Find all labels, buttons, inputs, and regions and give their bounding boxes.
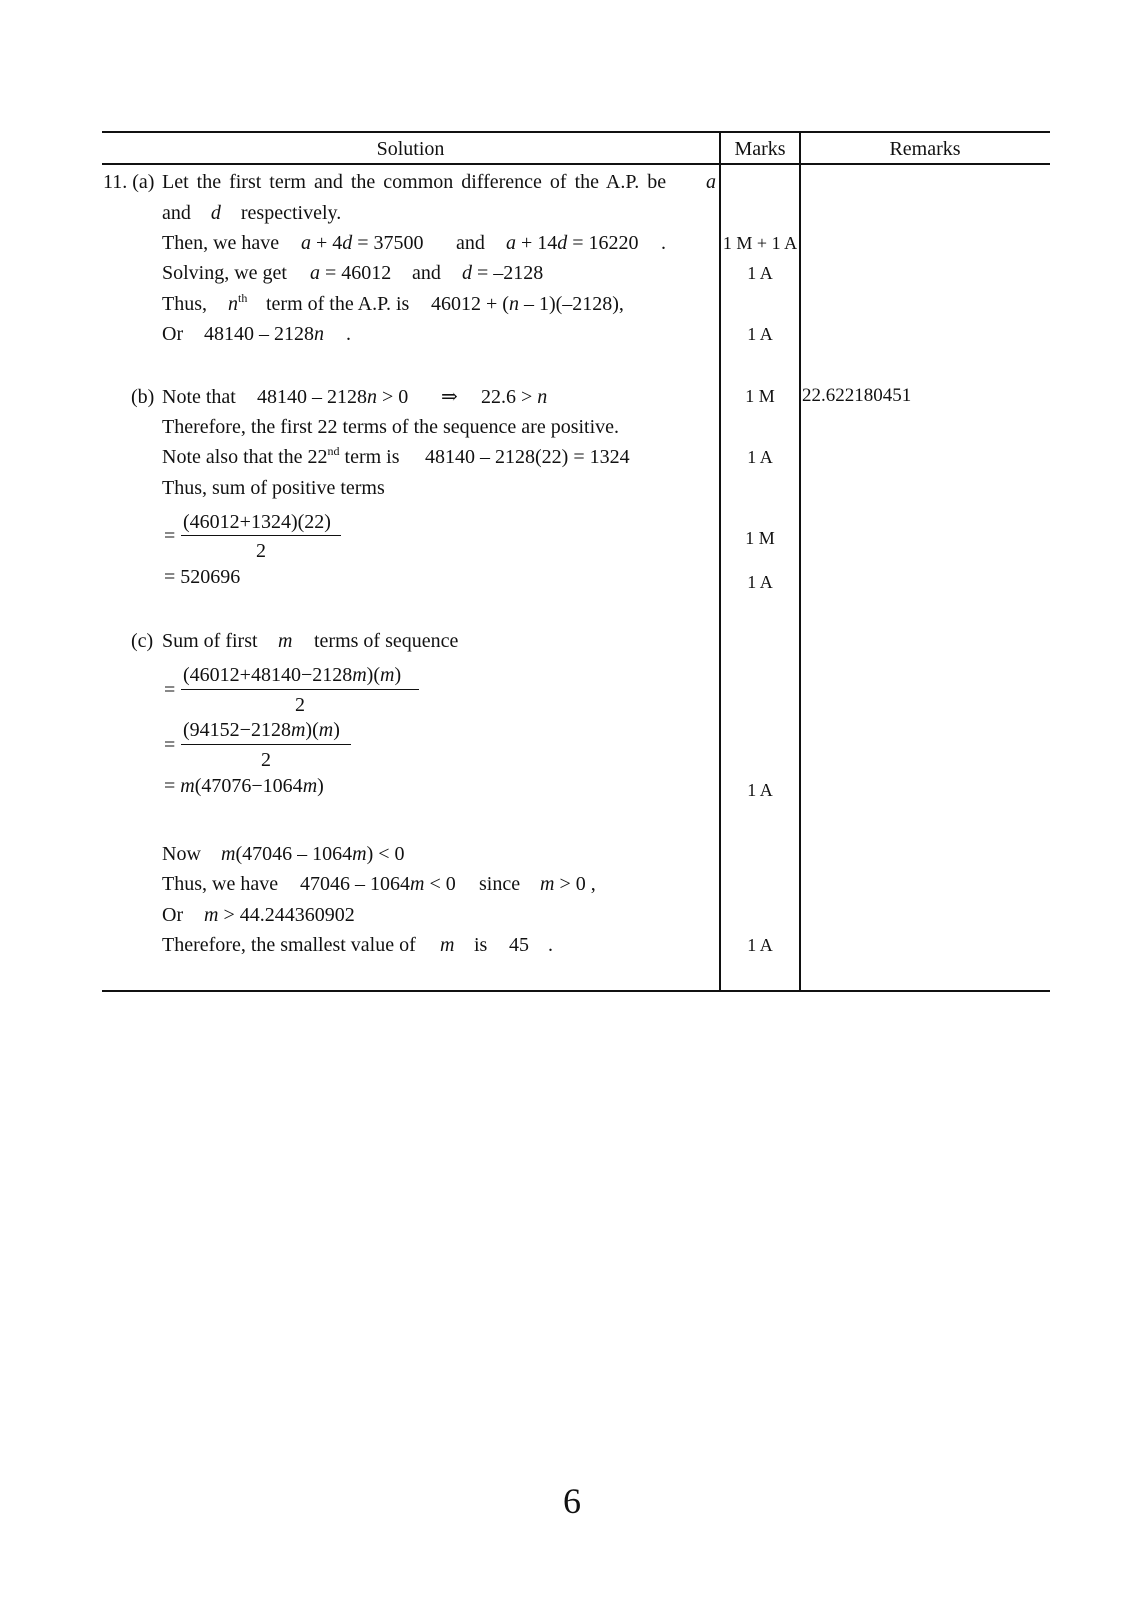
eq1-value: = 37500 bbox=[357, 232, 424, 254]
var-m: m bbox=[380, 664, 395, 686]
nd-superscript: nd bbox=[327, 444, 340, 458]
marks-column-left-rule bbox=[719, 131, 721, 991]
marks-c-1: 1 A bbox=[747, 780, 773, 800]
part-a-line-1 bbox=[162, 170, 666, 194]
expr-text: 48140 – 2128 bbox=[257, 386, 367, 408]
num-text: )( bbox=[366, 664, 380, 686]
part-c-var-m: m bbox=[278, 630, 293, 652]
var-n: n bbox=[508, 293, 519, 315]
var-m: m bbox=[410, 873, 425, 895]
var-d: d bbox=[557, 232, 568, 254]
th-superscript: th bbox=[238, 291, 248, 305]
var-m: m bbox=[204, 904, 219, 926]
var-m: m bbox=[540, 873, 555, 895]
note-also-text: Note also that the 22 bbox=[162, 446, 328, 468]
part-b-inequality bbox=[257, 385, 408, 409]
expr-part-2: – 1)(–2128), bbox=[523, 293, 624, 315]
var-n: n bbox=[228, 293, 238, 315]
part-c-since: since bbox=[479, 873, 521, 895]
header-marks: Marks bbox=[734, 138, 786, 160]
part-b-frac-num: (46012+1324)(22) bbox=[183, 511, 331, 533]
part-b-line-3 bbox=[162, 445, 400, 469]
marks-a-2: 1 A bbox=[747, 263, 773, 283]
part-c-factored bbox=[164, 774, 324, 798]
a-value: = 46012 bbox=[325, 262, 392, 284]
part-a-solution-d bbox=[462, 261, 543, 285]
num-text: )( bbox=[305, 719, 319, 741]
table-header-rule bbox=[102, 163, 1050, 165]
remarks-column-left-rule bbox=[799, 131, 801, 991]
part-a-or: Or bbox=[162, 323, 184, 345]
var-d: d bbox=[462, 262, 472, 284]
var-m: m bbox=[318, 719, 334, 741]
part-c-m-positive bbox=[540, 872, 596, 896]
expr-text: 47046 – 1064 bbox=[300, 873, 410, 895]
part-a-nth-term-expr bbox=[431, 292, 624, 316]
then-text: Then, we have bbox=[162, 232, 280, 254]
part-b-result bbox=[481, 385, 547, 409]
var-m: m bbox=[180, 775, 195, 797]
part-c-frac1-num bbox=[183, 663, 401, 687]
part-a-line-3 bbox=[162, 231, 279, 255]
expr-text: ) < 0 bbox=[366, 843, 405, 865]
marks-b-4: 1 A bbox=[747, 572, 773, 592]
part-c-frac2-den: 2 bbox=[261, 749, 271, 771]
lt-zero: < 0 bbox=[429, 873, 456, 895]
num-text: (94152−2128 bbox=[183, 719, 291, 741]
d-value: = –2128 bbox=[477, 262, 544, 284]
marks-b-3: 1 M bbox=[745, 528, 775, 548]
part-a-line-5 bbox=[162, 292, 207, 316]
part-b-frac-den: 2 bbox=[256, 540, 266, 562]
expr-text: (47076−1064 bbox=[194, 775, 303, 797]
num-text: ) bbox=[333, 719, 340, 741]
page-number: 6 bbox=[563, 1481, 581, 1521]
part-a-nth bbox=[228, 292, 247, 316]
header-solution: Solution bbox=[376, 138, 445, 160]
part-b-equals: = bbox=[164, 525, 176, 547]
part-a-and: and bbox=[456, 232, 485, 254]
var-m: m bbox=[352, 664, 367, 686]
part-b-result-sum: = 520696 bbox=[164, 566, 241, 588]
part-b-fraction-bar bbox=[181, 535, 341, 536]
var-a: a bbox=[301, 232, 311, 254]
part-a-solution-and: and bbox=[412, 262, 441, 284]
var-d: d bbox=[342, 232, 353, 254]
part-c-equals-2: = bbox=[164, 734, 176, 756]
table-top-rule bbox=[102, 131, 1050, 133]
part-c-sum-text: Sum of first bbox=[162, 630, 258, 652]
part-c-final-value: 45 bbox=[509, 934, 529, 956]
var-m: m bbox=[290, 719, 306, 741]
part-b-label: (b) bbox=[131, 386, 155, 408]
eq1-plus: + 4 bbox=[316, 232, 343, 254]
part-b-22nd-term: 48140 – 2128(22) = 1324 bbox=[425, 446, 630, 468]
part-b-line-2: Therefore, the first 22 terms of the sequence are positive. bbox=[162, 416, 620, 438]
part-c-final-dot: . bbox=[548, 934, 553, 956]
part-a-line-2 bbox=[162, 201, 341, 225]
part-c-final-is: is bbox=[474, 934, 488, 956]
var-m: m bbox=[352, 843, 367, 865]
expr-part-1: 46012 + ( bbox=[431, 293, 509, 315]
equals: = bbox=[164, 775, 176, 797]
thus-word: Thus, bbox=[162, 293, 207, 315]
part-a-final-dot: . bbox=[346, 323, 351, 345]
part-a-eq-dot: . bbox=[661, 232, 666, 254]
gt-zero: > 0 bbox=[382, 386, 409, 408]
part-b-note: Note that bbox=[162, 386, 236, 408]
part-c-or: Or bbox=[162, 904, 184, 926]
marks-c-2: 1 A bbox=[747, 935, 773, 955]
var-a: a bbox=[310, 262, 320, 284]
var-d: d bbox=[210, 202, 221, 224]
num-text: ) bbox=[394, 664, 402, 686]
result-text: 22.6 > bbox=[481, 386, 533, 408]
part-c-terms-text: terms of sequence bbox=[314, 630, 459, 652]
part-c-equals-1: = bbox=[164, 679, 176, 701]
part-a-final-expr bbox=[204, 322, 324, 346]
term-is-text: term is bbox=[344, 446, 400, 468]
expr-text: 48140 – 2128 bbox=[204, 323, 314, 345]
marks-b-2: 1 A bbox=[747, 447, 773, 467]
var-a: a bbox=[506, 232, 516, 254]
part-a-line-1-text: Let the first term and the common difference of the A.P. be bbox=[162, 171, 667, 193]
part-a-eq-1 bbox=[301, 231, 424, 255]
part-c-final-m: m bbox=[440, 934, 455, 956]
header-remarks: Remarks bbox=[889, 138, 961, 160]
part-a-term-text: term of the A.P. is bbox=[266, 293, 410, 315]
var-m: m bbox=[302, 775, 318, 797]
part-b-line-4: Thus, sum of positive terms bbox=[162, 477, 385, 499]
expr-text: ) bbox=[317, 775, 324, 797]
part-c-now-expr bbox=[221, 842, 405, 866]
part-c-fraction-bar-2 bbox=[181, 744, 351, 745]
marks-b-1: 1 M bbox=[745, 386, 775, 406]
var-m: m bbox=[221, 843, 236, 865]
remark-b: 22.622180451 bbox=[802, 385, 912, 406]
var-n: n bbox=[537, 386, 548, 408]
and-word: and bbox=[162, 202, 191, 224]
part-a-eq-2 bbox=[506, 231, 639, 255]
marks-a-1: 1 M + 1 A bbox=[722, 233, 798, 253]
implies-arrow: ⇒ bbox=[441, 386, 458, 408]
part-c-thus-expr bbox=[300, 872, 456, 896]
part-a-solution-a bbox=[310, 261, 391, 285]
eq2-plus: + 14 bbox=[521, 232, 558, 254]
part-c-now: Now bbox=[162, 843, 201, 865]
bound-value: > 44.244360902 bbox=[223, 904, 355, 926]
part-c-fraction-bar-1 bbox=[181, 689, 419, 690]
part-c-frac2-num bbox=[183, 718, 340, 742]
var-n: n bbox=[367, 386, 377, 408]
respectively-word: respectively. bbox=[240, 202, 342, 224]
part-c-or-expr bbox=[204, 903, 355, 927]
expr-text: (47046 – 1064 bbox=[235, 843, 353, 865]
num-text: (46012+48140−2128 bbox=[183, 664, 353, 686]
part-c-label: (c) bbox=[131, 630, 154, 652]
gt-zero: > 0 , bbox=[559, 873, 596, 895]
marks-a-3: 1 A bbox=[747, 324, 773, 344]
part-c-thus: Thus, we have bbox=[162, 873, 279, 895]
part-a-line-4: Solving, we get bbox=[162, 262, 287, 284]
part-a-var-a: a bbox=[706, 171, 716, 193]
var-n: n bbox=[314, 323, 324, 345]
part-a-label: 11. (a) bbox=[103, 171, 155, 193]
part-c-final-text: Therefore, the smallest value of bbox=[162, 934, 416, 956]
table-bottom-rule bbox=[102, 990, 1050, 992]
eq2-value: = 16220 bbox=[572, 232, 639, 254]
part-c-frac1-den: 2 bbox=[295, 694, 305, 716]
